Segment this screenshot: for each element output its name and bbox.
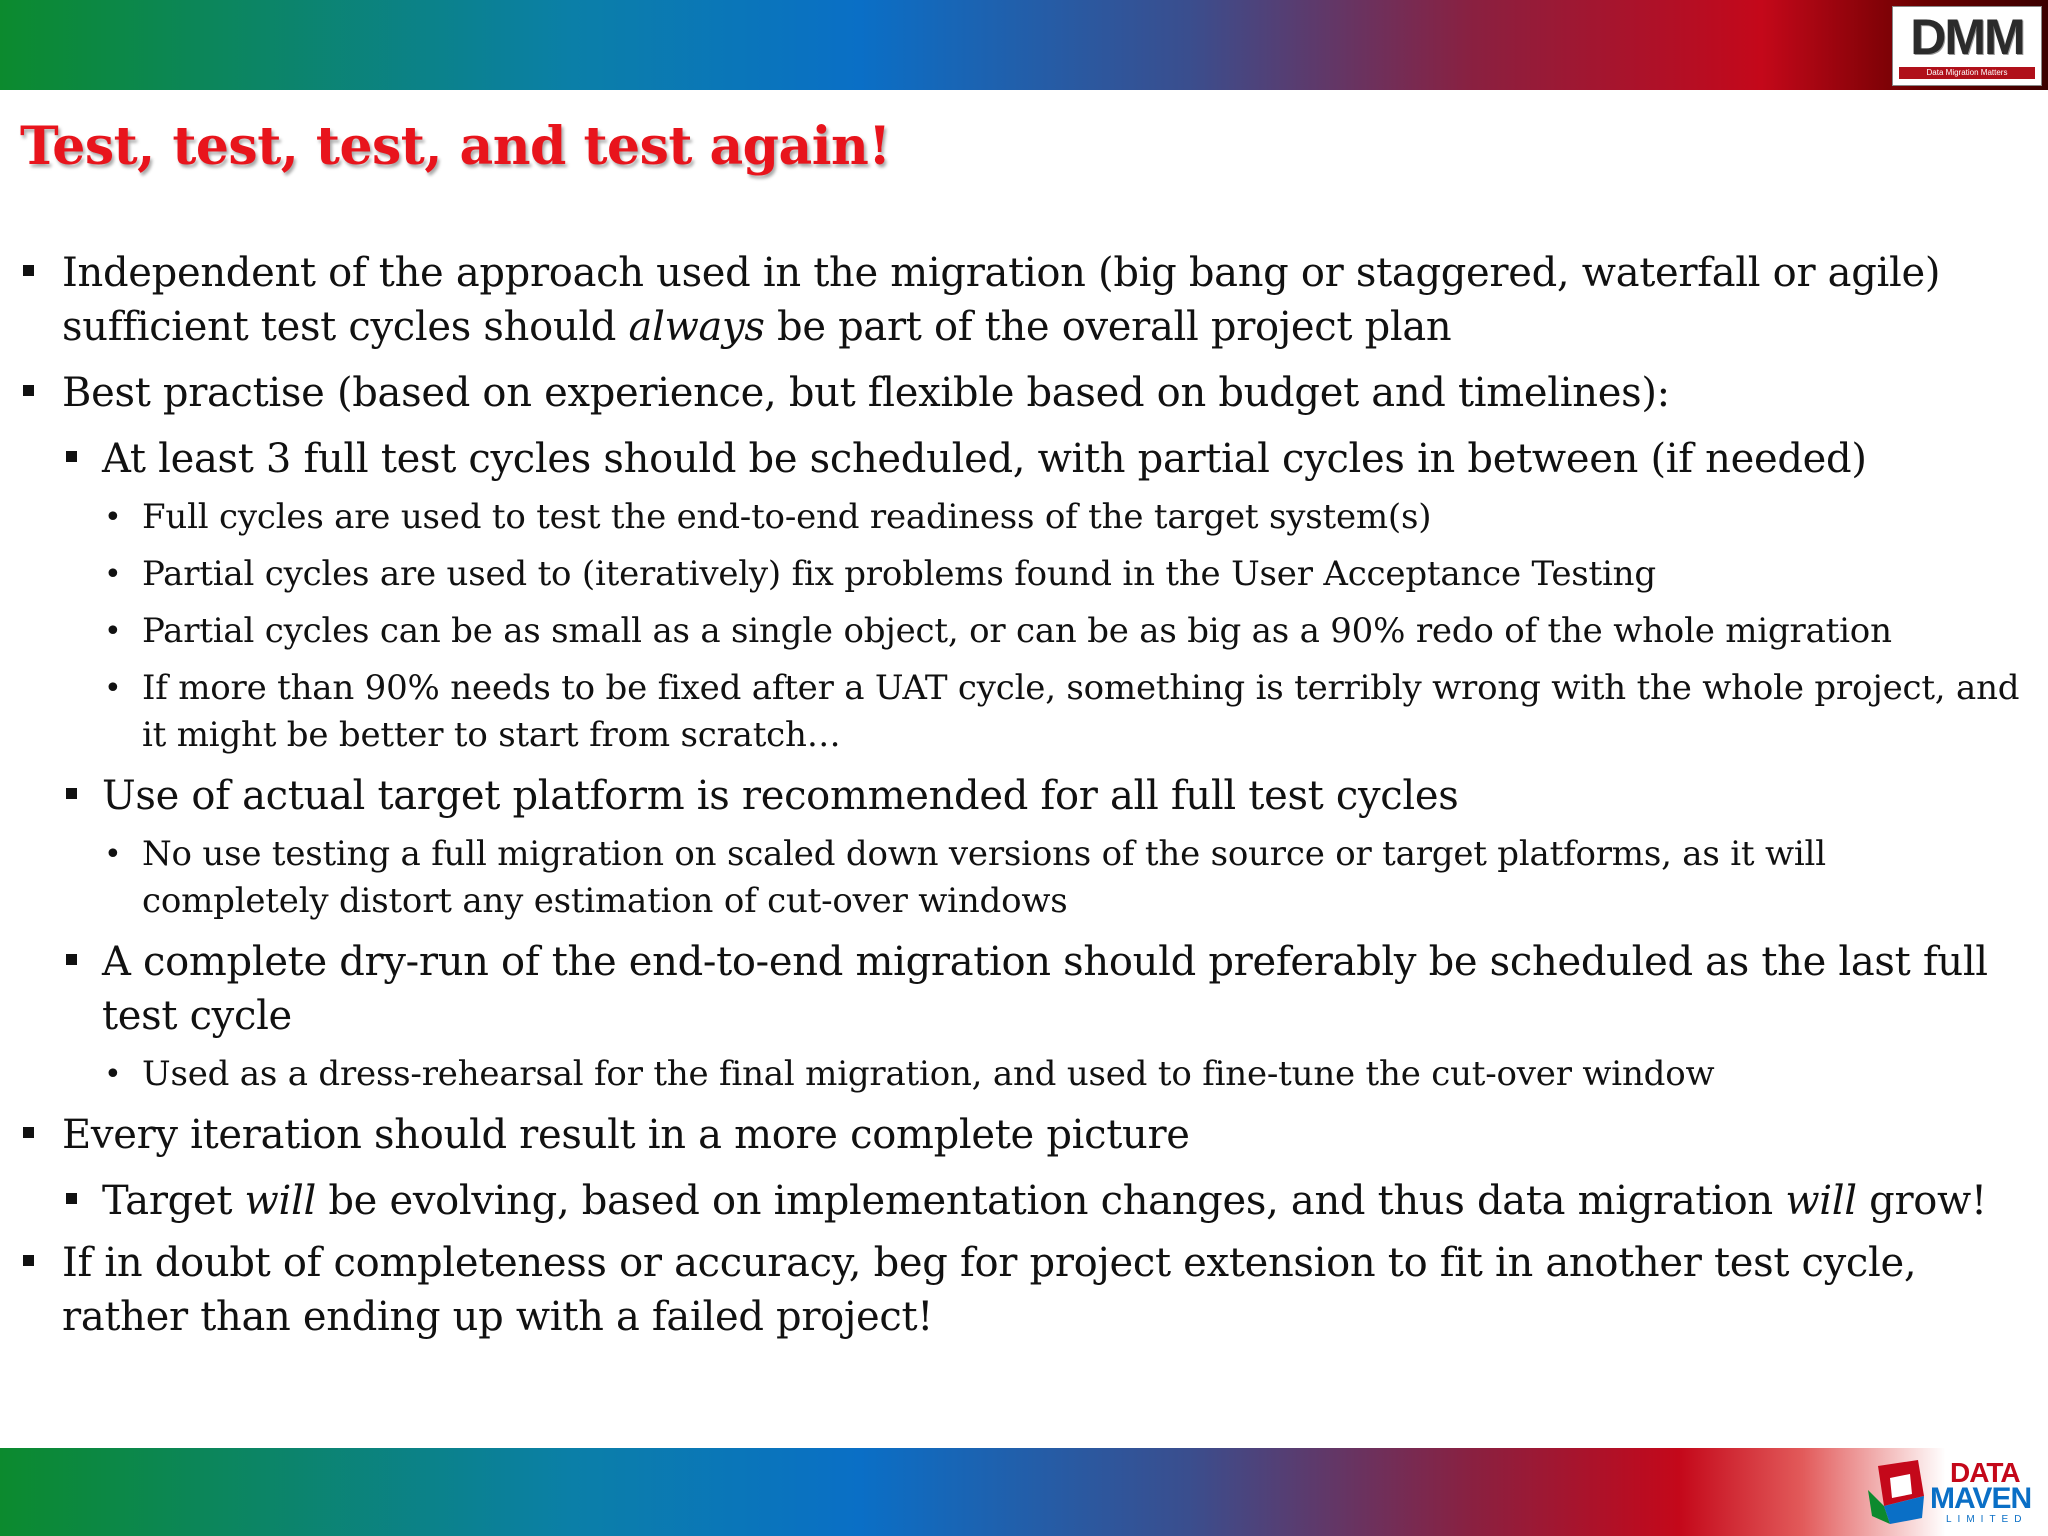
dot-bullet-icon: •	[104, 614, 122, 649]
logo-limited-text: LIMITED	[1946, 1514, 2028, 1525]
bullet-text: Full cycles are used to test the end-to-end readiness of the target system(s)	[142, 497, 1432, 537]
bullet-text: Every iteration should result in a more complete picture	[62, 1112, 1190, 1158]
bullet-item	[20, 246, 2020, 354]
sub-bullet-item	[20, 432, 2020, 486]
dot-bullet-icon: •	[104, 671, 122, 706]
sub-bullet-item	[20, 1174, 2020, 1228]
square-bullet-icon	[23, 1255, 34, 1266]
logo-data-text: DATA	[1950, 1457, 2020, 1488]
square-bullet-icon	[66, 954, 77, 965]
bullet-text: Independent of the approach used in the migration (big bang or staggered, waterfall or agile) sufficient test cycles should always be part of the overall project plan	[62, 250, 1941, 350]
sub-sub-bullet-item	[20, 1051, 2020, 1098]
top-gradient-band	[0, 0, 2048, 90]
dmm-logo	[1892, 6, 2042, 86]
square-bullet-icon	[66, 788, 77, 799]
square-bullet-icon	[66, 1193, 77, 1204]
square-bullet-icon	[23, 1127, 34, 1138]
bullet-text: Partial cycles are used to (iteratively) fix problems found in the User Acceptance Testing	[142, 554, 1656, 594]
bullet-text: At least 3 full test cycles should be scheduled, with partial cycles in between (if needed)	[102, 436, 1867, 482]
sub-sub-bullet-item	[20, 831, 2020, 925]
sub-sub-bullet-item	[20, 551, 2020, 598]
logo-maven-text: MAVEN	[1930, 1482, 2032, 1515]
data-maven-cube-icon	[1864, 1456, 1934, 1528]
bullet-text: Partial cycles can be as small as a single object, or can be as big as a 90% redo of the whole migration	[142, 611, 1892, 651]
bullet-text: Use of actual target platform is recommended for all full test cycles	[102, 773, 1459, 819]
square-bullet-icon	[66, 451, 77, 462]
dot-bullet-icon: •	[104, 500, 122, 535]
sub-bullet-item	[20, 935, 2020, 1043]
data-maven-logo	[1864, 1456, 2034, 1528]
bullet-text: If in doubt of completeness or accuracy, beg for project extension to fit in another test cycle, rather than ending up with a failed project!	[62, 1240, 1917, 1340]
bullet-item	[20, 1236, 2020, 1344]
dot-bullet-icon: •	[104, 557, 122, 592]
bottom-gradient-band	[0, 1448, 2048, 1536]
bullet-text: If more than 90% needs to be fixed after a UAT cycle, something is terribly wrong with the whole project, and it might be better to start from scratch…	[142, 668, 2020, 755]
bullet-item	[20, 366, 2020, 420]
square-bullet-icon	[23, 265, 34, 276]
bullet-text: A complete dry-run of the end-to-end migration should preferably be scheduled as the last full test cycle	[102, 939, 1988, 1039]
sub-sub-bullet-item	[20, 494, 2020, 541]
dot-bullet-icon: •	[104, 837, 122, 872]
dmm-logo-text: DMM	[1910, 9, 2024, 65]
slide-title: Test, test, test, and test again!	[20, 116, 891, 177]
sub-sub-bullet-item	[20, 665, 2020, 759]
dmm-logo-subtext: Data Migration Matters	[1899, 67, 2035, 79]
bullet-text: No use testing a full migration on scaled down versions of the source or target platforms, as it will completely distort any estimation of cut-over windows	[142, 834, 1826, 921]
bullet-text: Used as a dress-rehearsal for the final migration, and used to fine-tune the cut-over window	[142, 1054, 1715, 1094]
bullet-text: Best practise (based on experience, but flexible based on budget and timelines):	[62, 370, 1670, 416]
sub-bullet-item	[20, 769, 2020, 823]
bullet-item	[20, 1108, 2020, 1162]
bullet-list	[20, 246, 2020, 1356]
square-bullet-icon	[23, 385, 34, 396]
sub-sub-bullet-item	[20, 608, 2020, 655]
dot-bullet-icon: •	[104, 1057, 122, 1092]
bullet-text: Target will be evolving, based on implementation changes, and thus data migration will grow!	[102, 1178, 1987, 1224]
